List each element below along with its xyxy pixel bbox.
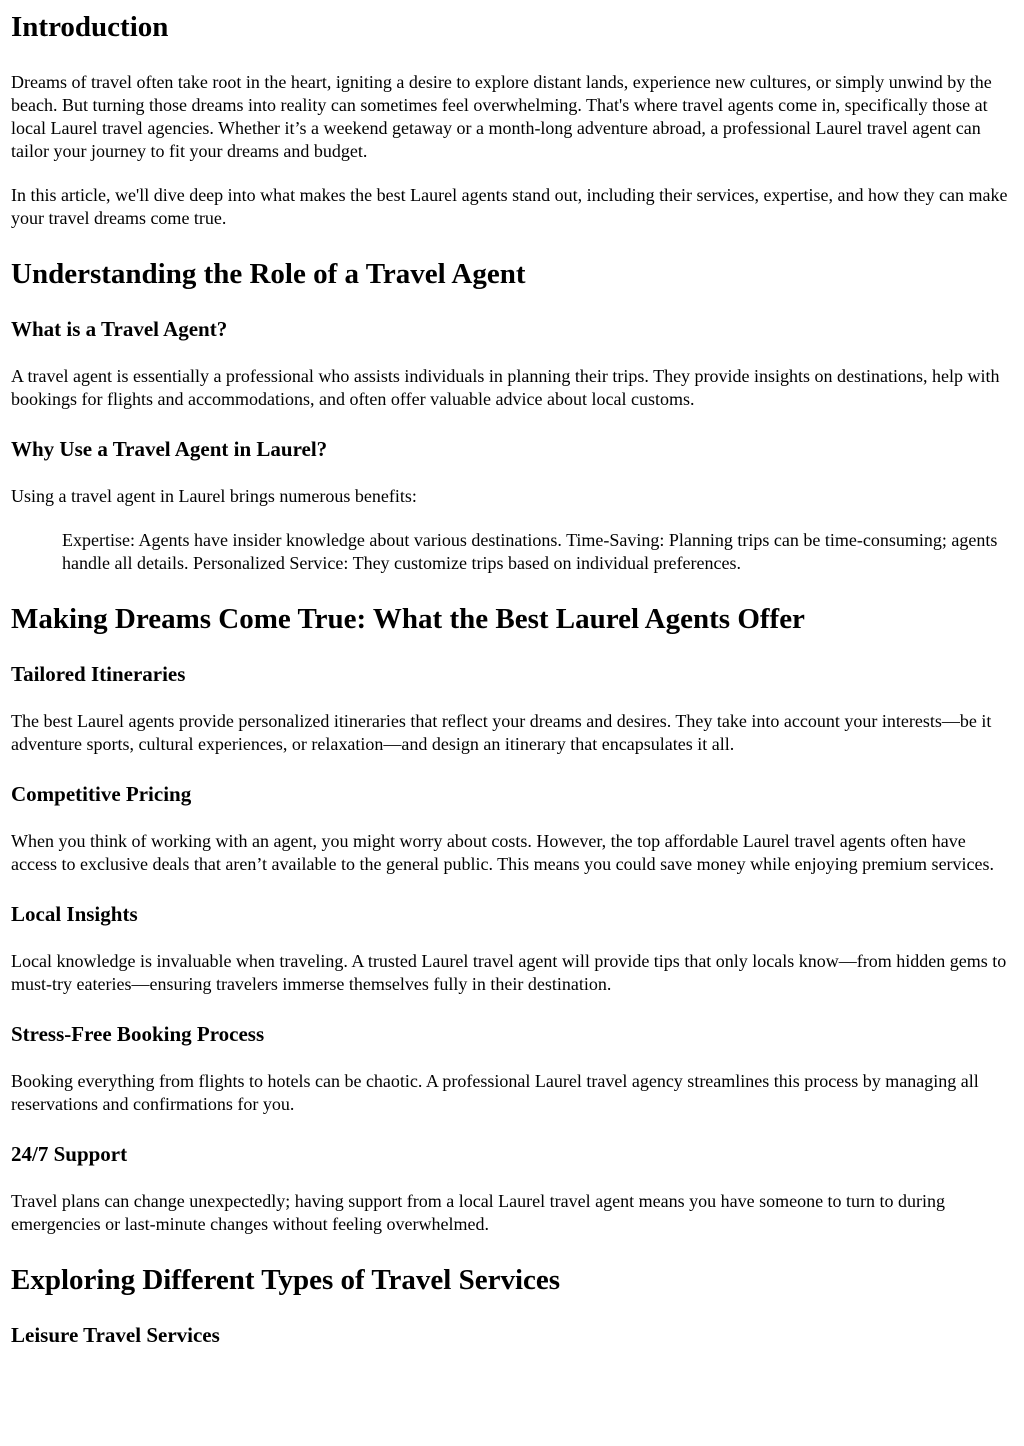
intro-paragraph-2: In this article, we'll dive deep into what makes the best Laurel agents stand out, including their services, expertise, and how they can make your travel dreams come true. bbox=[11, 185, 1008, 228]
booking-process-heading: Stress-Free Booking Process bbox=[11, 1022, 265, 1046]
why-use-agent-paragraph: Using a travel agent in Laurel brings numerous benefits: bbox=[11, 486, 417, 506]
leisure-travel-heading: Leisure Travel Services bbox=[11, 1323, 220, 1347]
local-insights-heading: Local Insights bbox=[11, 902, 138, 926]
competitive-pricing-paragraph: When you think of working with an agent, you might worry about costs. However, the top affordable Laurel travel agents often have access to exclusive deals that aren’t available to the general public. This means you could save money while enjoying premium services. bbox=[11, 831, 995, 874]
role-heading: Understanding the Role of a Travel Agent bbox=[11, 258, 526, 290]
what-is-agent-heading: What is a Travel Agent? bbox=[11, 317, 228, 341]
travel-services-heading: Exploring Different Types of Travel Services bbox=[11, 1264, 561, 1296]
benefits-quote: Expertise: Agents have insider knowledge about various destinations. Time-Saving: Planning trips can be time-consuming; agents handle all details. Personalized Service: They customize trips based on individual preferences. bbox=[62, 530, 998, 573]
competitive-pricing-heading: Competitive Pricing bbox=[11, 782, 192, 806]
support-heading: 24/7 Support bbox=[11, 1142, 128, 1166]
introduction-heading: Introduction bbox=[11, 11, 169, 43]
tailored-itineraries-paragraph: The best Laurel agents provide personalized itineraries that reflect your dreams and desires. They take into account your interests—be it adventure sports, cultural experiences, or relaxation—and design an itinerary that encapsulates it all. bbox=[11, 711, 992, 754]
booking-process-paragraph: Booking everything from flights to hotels can be chaotic. A professional Laurel travel agency streamlines this process by managing all reservations and confirmations for you. bbox=[11, 1071, 979, 1114]
why-use-agent-heading: Why Use a Travel Agent in Laurel? bbox=[11, 437, 328, 461]
intro-paragraph-1: Dreams of travel often take root in the heart, igniting a desire to explore distant lands, experience new cultures, or simply unwind by the beach. But turning those dreams into reality can sometimes feel overwhelming. That's where travel agents come in, specifically those at local Laurel travel agencies. Whether it’s a weekend getaway or a month-long adventure abroad, a professional Laurel travel agent can tailor your journey to fit your dreams and budget. bbox=[11, 72, 992, 161]
support-paragraph: Travel plans can change unexpectedly; having support from a local Laurel travel agent means you have someone to turn to during emergencies or last-minute changes without feeling overwhelmed. bbox=[11, 1191, 946, 1234]
local-insights-paragraph: Local knowledge is invaluable when traveling. A trusted Laurel travel agent will provide tips that only locals know—from hidden gems to must-try eateries—ensuring travelers immerse themselves fully in their destination. bbox=[11, 951, 1007, 994]
dreams-heading: Making Dreams Come True: What the Best Laurel Agents Offer bbox=[11, 603, 805, 635]
tailored-itineraries-heading: Tailored Itineraries bbox=[11, 662, 186, 686]
what-is-agent-paragraph: A travel agent is essentially a professional who assists individuals in planning their trips. They provide insights on destinations, help with bookings for flights and accommodations, and often offer valuable advice about local customs. bbox=[11, 366, 1000, 409]
